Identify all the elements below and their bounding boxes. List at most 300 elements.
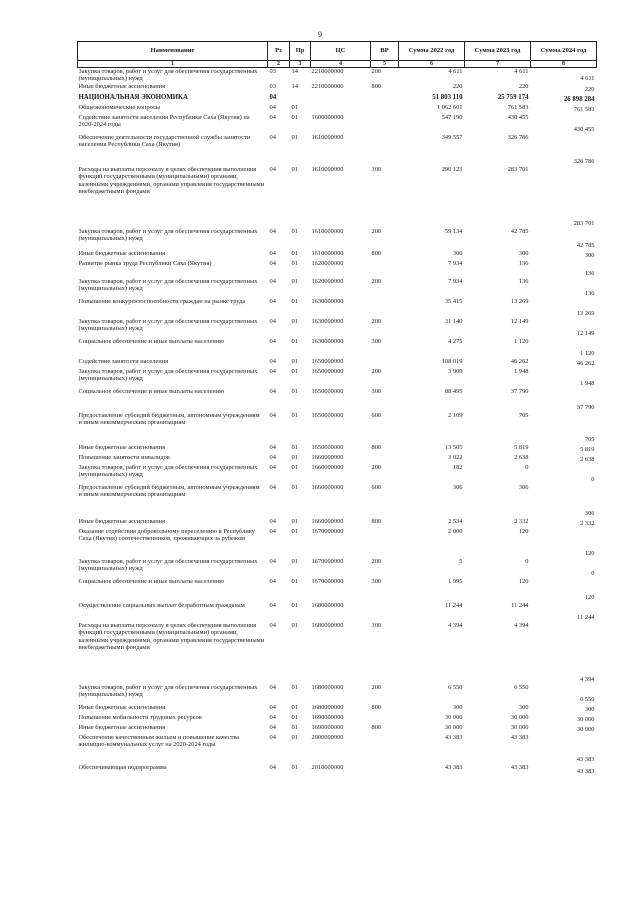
row-sum-2023: 12 149	[510, 317, 529, 325]
row-sum-2024: 0	[591, 570, 595, 578]
row-vr	[371, 602, 399, 622]
row-sum-2022: 1 062 601	[436, 103, 463, 111]
table-row	[78, 250, 597, 260]
row-rz: 04	[269, 577, 276, 585]
row-name: Закупка товаров, работ и услуг для обеспечения государственных (муниципальных) нужд	[78, 317, 258, 333]
row-vr	[371, 298, 399, 318]
row-vr	[371, 714, 399, 724]
column-number: 5	[371, 61, 399, 68]
row-sum-2024: 705	[584, 436, 595, 444]
row-name: Иные бюджетные ассигнования	[78, 443, 166, 451]
table-row	[78, 764, 597, 776]
row-cs: 1660000000	[311, 517, 344, 525]
row-sum-2024: 300	[584, 706, 595, 714]
row-sum-2022: 4 611	[448, 68, 463, 75]
row-vr: 200	[371, 317, 382, 325]
row-vr: 800	[371, 703, 382, 711]
row-cs: 2010000000	[311, 763, 344, 771]
header-pr: Пр	[290, 42, 311, 61]
row-sum-2022: 31 140	[444, 317, 463, 325]
row-vr: 600	[371, 411, 382, 419]
row-rz: 04	[269, 337, 276, 345]
row-sum-2023: 6 550	[514, 683, 529, 691]
row-vr: 800	[371, 723, 382, 731]
row-vr	[371, 94, 399, 104]
row-sum-2023: 220	[518, 82, 529, 90]
row-rz: 04	[269, 557, 276, 565]
row-rz: 04	[269, 277, 276, 285]
row-cs: 1620000000	[311, 277, 344, 285]
row-cs	[311, 104, 371, 114]
row-rz: 04	[269, 113, 276, 121]
row-sum-2022: 108 019	[441, 357, 463, 365]
row-sum-2024: 4 394	[580, 676, 595, 684]
row-pr: 01	[291, 557, 298, 565]
row-sum-2024: 1 120	[580, 350, 595, 358]
row-sum-2023: 4 611	[514, 68, 529, 75]
row-pr: 01	[291, 733, 298, 741]
row-name: Повышение мобильности трудовых ресурсов	[78, 713, 202, 721]
row-vr: 200	[371, 68, 382, 75]
row-rz: 04	[269, 317, 276, 325]
row-sum-2023: 120	[518, 527, 529, 535]
row-sum-2022: 88 495	[444, 387, 463, 395]
row-sum-2022: 290 123	[441, 165, 463, 173]
row-pr: 01	[291, 517, 298, 525]
row-rz: 03	[269, 82, 276, 90]
row-rz: 04	[269, 527, 276, 535]
row-pr: 01	[291, 453, 298, 461]
row-sum-2023: 43 383	[510, 733, 529, 741]
table-row	[78, 444, 597, 454]
row-sum-2024: 0	[591, 476, 595, 484]
row-sum-2023: 705	[518, 411, 529, 419]
table-row	[78, 338, 597, 358]
row-sum-2024: 46 262	[576, 360, 595, 368]
row-cs: 1680000000	[311, 621, 344, 629]
row-sum-2022: 30 000	[444, 713, 463, 721]
row-sum-2022: 59 134	[444, 227, 463, 235]
column-number-row	[78, 61, 597, 68]
row-name: Обеспечение качественным жильем и повышение качества жилищно-коммунальных услуг на 2020-2024 годы	[78, 733, 240, 749]
row-sum-2024: 37 790	[576, 404, 595, 412]
row-sum-2022: 7 934	[448, 277, 463, 285]
table-row	[78, 83, 597, 94]
row-cs: 2000000000	[311, 733, 344, 741]
table-row	[78, 412, 597, 444]
table-row	[78, 318, 597, 338]
row-cs	[311, 94, 371, 104]
row-cs: 1650000000	[311, 387, 344, 395]
row-sum-2024: 43 383	[576, 768, 595, 776]
table-row	[78, 94, 597, 104]
row-sum-2024: 283 701	[573, 220, 595, 228]
row-name: Расходы на выплаты персоналу в целях обеспечения выполнения функций государственными (муниципальными) органами, казенными учреждениями, органами управления государственными внебюджетными фондами	[78, 165, 265, 196]
table-row	[78, 358, 597, 368]
row-name: Оказание содействия добровольному переселению в Республику Саха (Якутия) соотечественников, проживающих за рубежом	[78, 527, 255, 543]
row-sum-2024: 30 000	[576, 726, 595, 734]
row-sum-2023: 283 701	[507, 165, 529, 173]
row-vr: 300	[371, 577, 382, 585]
row-sum-2024: 42 785	[576, 242, 595, 250]
row-sum-2024: 11 244	[577, 614, 595, 622]
header-row	[78, 42, 597, 61]
row-sum-2022: 182	[452, 463, 463, 471]
row-sum-2023: 4 394	[514, 621, 529, 629]
row-name: Осуществление социальных выплат безработным гражданам	[78, 601, 245, 609]
row-cs: 1690000000	[311, 723, 344, 731]
row-rz: 04	[269, 165, 276, 173]
row-pr: 01	[291, 357, 298, 365]
page-number: 9	[318, 30, 322, 39]
row-name: Предоставление субсидий бюджетным, автономным учреждениям и иным некоммерческим организациям	[78, 483, 260, 499]
row-sum-2024: 120	[584, 594, 595, 602]
row-sum-2023: 13 269	[510, 297, 529, 305]
row-sum-2023: 5 819	[514, 443, 529, 451]
row-cs: 1630000000	[311, 317, 344, 325]
row-rz: 04	[269, 249, 276, 257]
row-vr: 300	[371, 337, 382, 345]
row-vr	[371, 260, 399, 278]
row-sum-2022: 3 022	[448, 453, 463, 461]
row-name: Социальное обеспечение и иные выплаты населению	[78, 577, 225, 585]
row-rz: 04	[269, 733, 276, 741]
row-sum-2022: 6 550	[448, 683, 463, 691]
row-cs: 1650000000	[311, 411, 344, 419]
row-pr: 01	[291, 387, 298, 395]
row-name: Обеспечение деятельности государственной службы занятости населения Республики Саха (Якутия)	[78, 133, 251, 149]
row-cs: 1670000000	[311, 577, 344, 585]
row-rz: 04	[269, 367, 276, 375]
row-sum-2024: 1 948	[580, 380, 595, 388]
table-row	[78, 166, 597, 228]
row-sum-2024: 136	[584, 290, 595, 298]
row-sum-2023: 120	[518, 577, 529, 585]
row-pr: 14	[291, 82, 298, 90]
row-vr	[371, 528, 399, 558]
table-row	[78, 528, 597, 558]
row-pr: 01	[291, 317, 298, 325]
header-cs: ЦС	[311, 42, 371, 61]
row-vr	[371, 358, 399, 368]
row-sum-2023: 11 244	[511, 601, 529, 609]
row-sum-2022: 35 415	[444, 297, 463, 305]
row-cs: 1660000000	[311, 483, 344, 491]
row-rz: 04	[269, 103, 276, 111]
row-sum-2024: 12 149	[576, 330, 595, 338]
row-pr: 01	[291, 683, 298, 691]
row-vr	[371, 134, 399, 166]
table-row	[78, 684, 597, 704]
row-sum-2023: 46 262	[510, 357, 529, 365]
row-name: Общеэкономические вопросы	[78, 103, 161, 111]
row-sum-2022: 43 383	[444, 763, 463, 771]
row-rz: 04	[269, 297, 276, 305]
table-row	[78, 518, 597, 528]
row-sum-2022: 2 000	[448, 527, 463, 535]
row-sum-2023: 25 759 174	[497, 93, 529, 101]
row-cs: 1600000000	[311, 113, 344, 121]
row-rz: 04	[269, 93, 277, 101]
row-name: Иные бюджетные ассигнования	[78, 723, 166, 731]
row-sum-2024: 306	[584, 510, 595, 518]
row-vr: 800	[371, 249, 382, 257]
row-pr: 01	[291, 227, 298, 235]
column-number: 4	[311, 61, 371, 68]
row-sum-2023: 43 383	[510, 763, 529, 771]
table-body	[78, 68, 597, 776]
row-sum-2024: 13 269	[576, 310, 595, 318]
row-sum-2023: 2 638	[514, 453, 529, 461]
row-pr: 01	[291, 411, 298, 419]
row-sum-2023: 30 000	[510, 713, 529, 721]
row-sum-2024: 2 638	[580, 456, 595, 464]
row-sum-2023: 136	[518, 277, 529, 285]
row-sum-2024: 430 455	[573, 126, 595, 134]
row-pr: 01	[291, 367, 298, 375]
row-cs: 1650000000	[311, 357, 344, 365]
header-rz: Рз	[268, 42, 290, 61]
table-row	[78, 368, 597, 388]
row-vr: 200	[371, 557, 382, 565]
row-rz: 03	[269, 68, 276, 75]
table-row	[78, 558, 597, 578]
row-vr: 300	[371, 387, 382, 395]
row-name: Социальное обеспечение и иные выплаты населению	[78, 387, 225, 395]
row-pr: 01	[291, 763, 298, 771]
row-cs: 1670000000	[311, 527, 344, 535]
row-cs: 1650000000	[311, 443, 344, 451]
budget-table	[77, 41, 597, 776]
row-sum-2024: 120	[584, 550, 595, 558]
row-vr: 200	[371, 227, 382, 235]
row-rz: 04	[269, 483, 276, 491]
header-sum-2024: Сумма 2024 год	[531, 42, 597, 61]
table-row	[78, 68, 597, 83]
row-sum-2022: 2 109	[448, 411, 463, 419]
row-vr: 100	[371, 165, 382, 173]
row-name: Содействие занятости населения	[78, 357, 169, 365]
row-sum-2022: 5	[459, 557, 463, 565]
row-cs: 1660000000	[311, 463, 344, 471]
row-rz: 04	[269, 713, 276, 721]
table-row	[78, 602, 597, 622]
row-sum-2022: 349 557	[441, 133, 463, 141]
row-sum-2023: 30 000	[510, 723, 529, 731]
row-sum-2023: 1 120	[514, 337, 529, 345]
row-sum-2024: 326 786	[573, 158, 595, 166]
row-rz: 04	[269, 463, 276, 471]
row-pr: 01	[291, 259, 298, 267]
row-vr	[371, 454, 399, 464]
row-name: Иные бюджетные ассигнования	[78, 703, 166, 711]
row-rz: 04	[269, 621, 276, 629]
row-sum-2024: 30 000	[576, 716, 595, 724]
row-vr	[371, 764, 399, 776]
row-sum-2023: 0	[525, 557, 529, 565]
table-row	[78, 622, 597, 684]
row-pr: 01	[291, 483, 298, 491]
table-row	[78, 734, 597, 764]
row-sum-2023: 42 785	[510, 227, 529, 235]
row-sum-2023: 430 455	[507, 113, 529, 121]
row-vr: 800	[371, 82, 382, 90]
row-cs: 1610000000	[311, 165, 344, 173]
row-name: НАЦИОНАЛЬНАЯ ЭКОНОМИКА	[78, 93, 188, 101]
row-cs: 1610000000	[311, 133, 344, 141]
row-pr	[290, 94, 311, 104]
row-rz: 04	[269, 683, 276, 691]
row-rz: 04	[269, 259, 276, 267]
row-sum-2024: 300	[584, 252, 595, 260]
row-sum-2024: 26 898 284	[563, 96, 595, 104]
row-cs: 1610000000	[311, 249, 344, 257]
row-sum-2024: 43 383	[576, 756, 595, 764]
row-name: Закупка товаров, работ и услуг для обеспечения государственных (муниципальных) нужд	[78, 68, 258, 83]
row-pr: 01	[291, 723, 298, 731]
row-sum-2024: 220	[584, 86, 595, 94]
table-row	[78, 228, 597, 250]
row-sum-2023: 37 790	[510, 387, 529, 395]
row-sum-2022: 2 534	[448, 517, 463, 525]
row-cs: 2210000000	[311, 68, 344, 75]
row-rz: 04	[269, 703, 276, 711]
row-vr: 200	[371, 277, 382, 285]
row-name: Расходы на выплаты персоналу в целях обеспечения выполнения функций государственными (муниципальными) органами, казенными учреждениями, органами управления государственными внебюджетными фондами	[78, 621, 265, 652]
row-sum-2023: 1 948	[514, 367, 529, 375]
row-sum-2023: 2 332	[514, 517, 529, 525]
row-cs: 1680000000	[311, 703, 344, 711]
table-row	[78, 578, 597, 602]
row-vr: 200	[371, 463, 382, 471]
table-row	[78, 724, 597, 734]
row-sum-2022: 300	[452, 249, 463, 257]
row-cs: 1630000000	[311, 337, 344, 345]
row-rz: 04	[269, 443, 276, 451]
row-pr: 14	[291, 68, 298, 75]
row-name: Закупка товаров, работ и услуг для обеспечения государственных (муниципальных) нужд	[78, 463, 258, 479]
table-row	[78, 114, 597, 134]
table-row	[78, 464, 597, 484]
row-rz: 04	[269, 133, 276, 141]
row-sum-2023: 300	[518, 703, 529, 711]
row-vr: 600	[371, 483, 382, 491]
row-name: Иные бюджетные ассигнования	[78, 517, 166, 525]
row-name: Закупка товаров, работ и услуг для обеспечения государственных (муниципальных) нужд	[78, 227, 258, 243]
row-pr: 01	[291, 277, 298, 285]
row-pr: 01	[291, 527, 298, 535]
row-rz: 04	[269, 357, 276, 365]
row-name: Предоставление субсидий бюджетным, автономным учреждениям и иным некоммерческим организациям	[78, 411, 260, 427]
row-pr: 01	[291, 621, 298, 629]
row-vr: 800	[371, 443, 382, 451]
table-row	[78, 278, 597, 298]
row-sum-2024: 2 332	[580, 520, 595, 528]
row-pr: 01	[291, 113, 298, 121]
row-pr: 01	[291, 577, 298, 585]
table-row	[78, 260, 597, 278]
column-number: 8	[531, 61, 597, 68]
row-sum-2023: 306	[518, 483, 529, 491]
row-sum-2024: 6 550	[580, 696, 595, 704]
row-sum-2022: 43 383	[444, 733, 463, 741]
row-rz: 04	[269, 763, 276, 771]
row-sum-2022: 4 275	[448, 337, 463, 345]
row-name: Закупка товаров, работ и услуг для обеспечения государственных (муниципальных) нужд	[78, 683, 258, 699]
row-sum-2022: 306	[452, 483, 463, 491]
row-name: Социальное обеспечение и иные выплаты населению	[78, 337, 225, 345]
table-row	[78, 704, 597, 714]
row-name: Закупка товаров, работ и услуг для обеспечения государственных (муниципальных) нужд	[78, 557, 258, 573]
row-sum-2022: 220	[452, 82, 463, 90]
row-sum-2023: 0	[525, 463, 529, 471]
column-number: 3	[290, 61, 311, 68]
row-pr: 01	[291, 249, 298, 257]
row-pr: 01	[291, 165, 298, 173]
row-vr: 100	[371, 621, 382, 629]
row-vr	[371, 114, 399, 134]
row-sum-2022: 300	[452, 703, 463, 711]
row-vr	[371, 104, 399, 114]
row-vr: 200	[371, 683, 382, 691]
column-number: 6	[399, 61, 465, 68]
row-vr	[371, 734, 399, 764]
row-name: Обеспечивающая подпрограмма	[78, 763, 167, 771]
table-row	[78, 104, 597, 114]
row-cs: 1690000000	[311, 713, 344, 721]
row-sum-2023: 326 786	[507, 133, 529, 141]
row-sum-2022: 547 190	[441, 113, 463, 121]
header-sum-2022: Сумма 2022 год	[399, 42, 465, 61]
row-sum-2023: 136	[518, 259, 529, 267]
row-sum-2022: 11 244	[445, 601, 463, 609]
row-rz: 04	[269, 517, 276, 525]
row-rz: 04	[269, 387, 276, 395]
row-sum-2023: 300	[518, 249, 529, 257]
row-cs: 1620000000	[311, 259, 344, 267]
row-sum-2024: 5 819	[580, 446, 595, 454]
row-sum-2022: 30 000	[444, 723, 463, 731]
row-sum-2022: 7 934	[448, 259, 463, 267]
row-sum-2024: 136	[584, 270, 595, 278]
table-row	[78, 134, 597, 166]
row-name: Закупка товаров, работ и услуг для обеспечения государственных (муниципальных) нужд	[78, 277, 258, 293]
table-row	[78, 298, 597, 318]
header-vr: ВР	[371, 42, 399, 61]
table-row	[78, 388, 597, 412]
row-sum-2022: 4 394	[448, 621, 463, 629]
row-cs: 1660000000	[311, 453, 344, 461]
row-name: Содействие занятости населения Республики Саха (Якутия) на 2020-2024 годы	[78, 113, 250, 129]
column-number: 2	[268, 61, 290, 68]
row-cs: 1610000000	[311, 227, 344, 235]
row-sum-2022: 1 995	[448, 577, 463, 585]
row-sum-2022: 3 909	[448, 367, 463, 375]
row-name: Развитие рынка труда Республики Саха (Якутия)	[78, 259, 212, 267]
row-name: Иные бюджетные ассигнования	[78, 82, 166, 90]
row-vr: 200	[371, 367, 382, 375]
row-rz: 04	[269, 723, 276, 731]
row-rz: 04	[269, 411, 276, 419]
row-pr: 01	[291, 463, 298, 471]
row-name: Повышение занятости инвалидов	[78, 453, 170, 461]
row-cs: 1680000000	[311, 601, 344, 609]
row-pr: 01	[291, 443, 298, 451]
column-number: 7	[465, 61, 531, 68]
header-name: Наименование	[78, 42, 268, 61]
row-name: Повышение конкурентоспособности граждан на рынке труда	[78, 297, 246, 305]
row-pr: 01	[291, 103, 298, 111]
